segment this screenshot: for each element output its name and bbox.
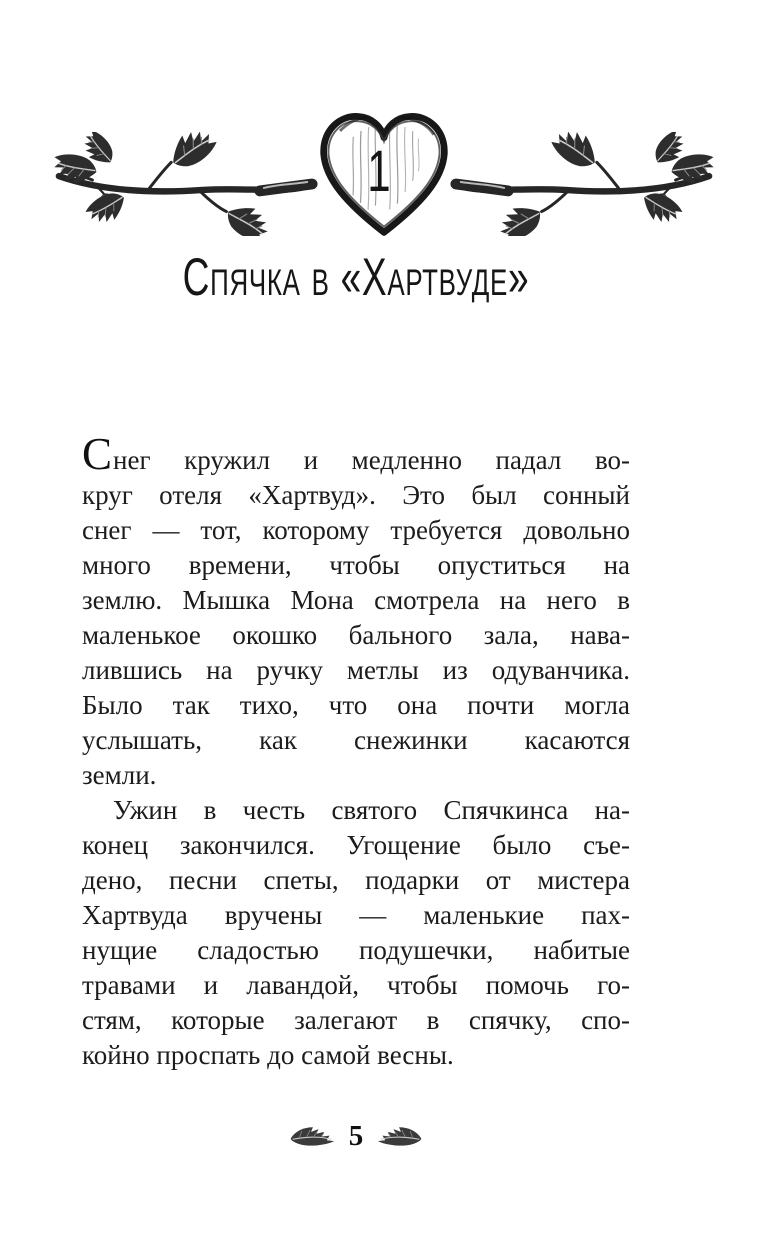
text-line: круг отеля «Хартвуд». Это был сонный	[82, 480, 630, 510]
text-line: лившись на ручку метлы из одуванчика.	[82, 655, 630, 685]
text-line: Снег кружил и медленно падал во-	[82, 429, 630, 479]
footer-leaf-left-icon	[288, 1125, 336, 1148]
text-line: Хартвуда вручены — маленькие пах-	[82, 900, 630, 930]
text-line: маленькое окошко бального зала, нава-	[82, 620, 630, 650]
text-line: стям, которые залегают в спячку, спо-	[82, 1005, 630, 1035]
text-line: конец закончился. Угощение было съе-	[82, 830, 630, 860]
heart-badge	[317, 109, 451, 239]
text-line: Было так тихо, что она почти могла	[82, 690, 630, 720]
branch-right-icon	[447, 132, 715, 236]
text-line: дено, песни спеты, подарки от мистера	[82, 865, 630, 895]
text-line: земли.	[82, 760, 157, 790]
page-footer	[82, 1116, 630, 1156]
chapter-ornament	[0, 108, 768, 240]
footer-leaf-right-icon	[376, 1125, 424, 1148]
chapter-number: 1	[367, 139, 391, 204]
body-text	[82, 429, 630, 1073]
text-line: травами и лавандой, чтобы помочь го-	[82, 970, 630, 1000]
text-line: нущие сладостью подушечки, набитые	[82, 935, 630, 965]
text-line: много времени, чтобы опуститься на	[82, 550, 630, 580]
branch-left-icon	[53, 132, 321, 236]
text-line: землю. Мышка Мона смотрела на него в	[82, 585, 630, 615]
text-line: услышать, как снежинки касаются	[82, 725, 630, 755]
text-line: снег — тот, которому требуется довольно	[82, 515, 630, 545]
chapter-title: Спячка в «Хартвуде»	[182, 248, 530, 307]
drop-cap: С	[82, 429, 114, 479]
text-line: Ужин в честь святого Спячкинса на-	[113, 795, 630, 825]
page-number: 5	[348, 1120, 364, 1152]
text-line: койно проспать до самой весны.	[82, 1040, 454, 1070]
